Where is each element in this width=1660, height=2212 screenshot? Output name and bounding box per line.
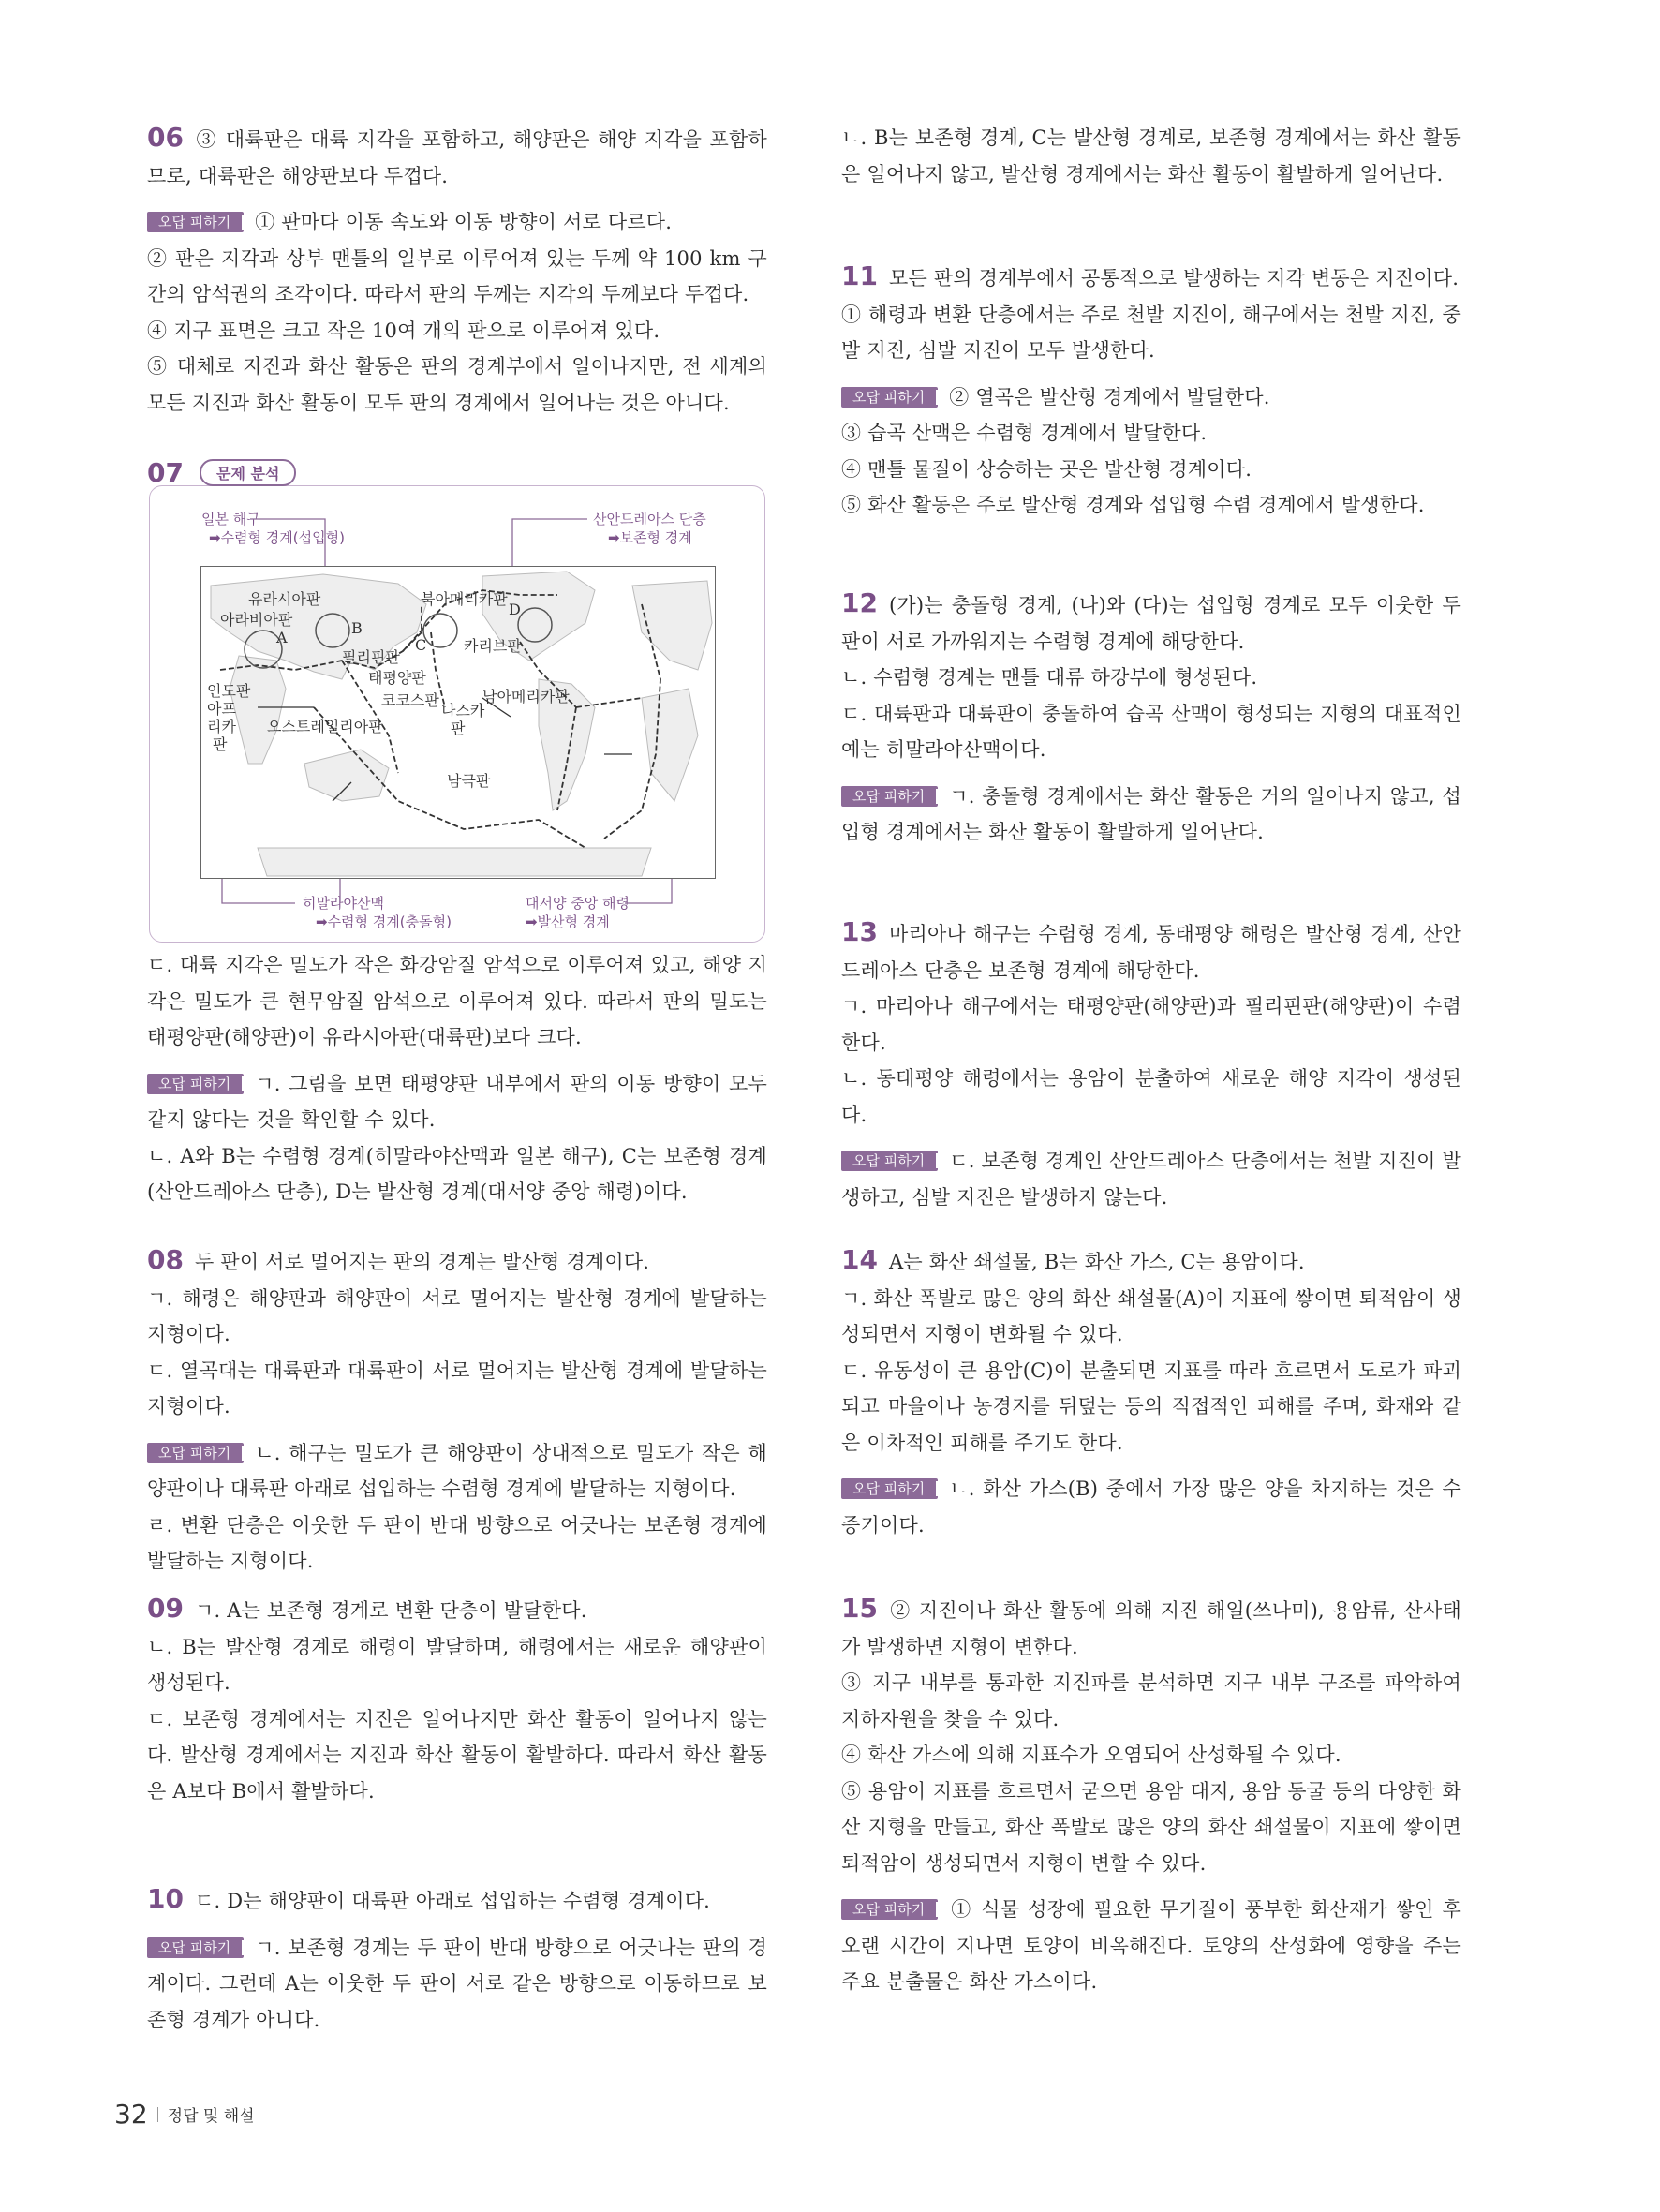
answer-08-main: 08 두 판이 서로 멀어지는 판의 경계는 발산형 경계이다. — [147, 1244, 650, 1275]
answer-14-line-2: ㄷ. 유동성이 큰 용암(C)이 분출되면 지표를 따라 흐르면서 도로가 파괴되고 마을이나 농경지를 뒤덮는 등의 직접적인 피해를 주며, 화재와 같은 이차적인 피해를 주기도 한다. — [841, 1358, 1461, 1454]
plate-map — [200, 566, 716, 879]
answer-11-wrong-4: ⑤ 화산 활동은 주로 발산형 경계와 섭입형 수렴 경계에서 발생한다. — [841, 494, 1425, 516]
answer-11-line-1: ① 해령과 변환 단층에서는 주로 천발 지진이, 해구에서는 천발 지진, 중발 지진, 심발 지진이 모두 발생한다. — [841, 303, 1461, 362]
label-antarctic-plate: 남극판 — [447, 772, 491, 790]
question-number: 13 — [841, 916, 878, 947]
label-eurasian-plate: 유라시아판 — [248, 590, 321, 608]
page-number: 32 — [114, 2099, 148, 2130]
note-himalaya: 히말라야산맥 ➡수렴형 경계(충돌형) — [303, 895, 452, 930]
question-number: 14 — [841, 1244, 878, 1275]
question-number: 15 — [841, 1593, 878, 1624]
answer-11-main: 11 모든 판의 경계부에서 공통적으로 발생하는 지각 변동은 지진이다. — [841, 260, 1460, 291]
answer-13 — [841, 914, 1461, 1215]
answer-12-wrong-1: 오답 피하기 ㄱ. 충돌형 경계에서는 화산 활동은 거의 일어나지 않고, 섭입형 경계에서는 화산 활동이 활발하게 일어난다. — [841, 784, 1461, 843]
note-japan-trench: 일본 해구 ➡수렴형 경계(섭입형) — [201, 511, 345, 546]
label-australian-plate: 오스트레일리아판 — [267, 718, 383, 735]
question-number: 07 — [147, 457, 184, 488]
answer-15-main: 15 ② 지진이나 화산 활동에 의해 지진 해일(쓰나미), 용암류, 산사태가 발생하면 지형이 변한다. — [841, 1593, 1461, 1658]
wrong-answer-tag: 오답 피하기 — [147, 1443, 244, 1463]
answer-12-line-2: ㄷ. 대륙판과 대륙판이 충돌하여 습곡 산맥이 형성되는 지형의 대표적인 예는 히말라야산맥이다. — [841, 702, 1461, 761]
label-philippine-plate: 필리핀판 — [342, 648, 400, 666]
answer-15 — [841, 1591, 1461, 2000]
answer-07 — [147, 947, 767, 1210]
note-san-andreas: 산안드레아스 단층 ➡보존형 경계 — [593, 511, 706, 546]
footer-title: 정답 및 해설 — [167, 2107, 255, 2126]
problem-analysis-badge: 문제 분석 — [200, 459, 296, 486]
answer-07-wrong-1: 오답 피하기 ㄱ. 그림을 보면 태평양판 내부에서 판의 이동 방향이 모두 같지 않다는 것을 확인할 수 있다. — [147, 1072, 767, 1131]
label-pacific-plate: 태평양판 — [368, 669, 426, 687]
answer-06-wrong-1: 오답 피하기 ① 판마다 이동 속도와 이동 방향이 서로 다르다. — [147, 204, 767, 241]
answer-07-main: ㄷ. 대륙 지각은 밀도가 작은 화강암질 암석으로 이루어져 있고, 해양 지각은 밀도가 큰 현무암질 암석으로 이루어져 있다. 따라서 판의 밀도는 태평양판(해양판)이 유라시아판(대륙판)보다 크다. — [147, 954, 767, 1048]
answer-15-wrong-1: 오답 피하기 ① 식물 성장에 필요한 무기질이 풍부한 화산재가 쌓인 후 오랜 시간이 지나면 토양이 비옥해진다. 토양의 산성화에 영향을 주는 주요 분출물은 화산 가스이다. — [841, 1898, 1461, 1993]
answer-06-wrong-3: ④ 지구 표면은 크고 작은 10여 개의 판으로 이루어져 있다. — [147, 319, 660, 342]
answer-10-wrong-1: 오답 피하기 ㄱ. 보존형 경계는 두 판이 반대 방향으로 어긋나는 판의 경계이다. 그런데 A는 이웃한 두 판이 서로 같은 방향으로 이동하므로 보존형 경계가 아니다. — [147, 1936, 767, 2031]
label-north-american-plate: 북아메리카판 — [421, 590, 508, 608]
figure-07 — [147, 457, 767, 944]
label-point-c: C — [415, 636, 427, 654]
question-number: 09 — [147, 1593, 184, 1624]
answer-14-main: 14 A는 화산 쇄설물, B는 화산 가스, C는 용암이다. — [841, 1244, 1305, 1275]
footer-divider — [157, 2107, 158, 2122]
answer-15-line-3: ⑤ 용암이 지표를 흐르면서 굳으면 용암 대지, 용암 동굴 등의 다양한 화산 지형을 만들고, 화산 폭발로 많은 양의 화산 쇄설물이 지표에 쌓이면 퇴적암이 생성되면서 지형이 변할 수 있다. — [841, 1779, 1461, 1875]
label-indian-plate: 인도판 — [207, 682, 251, 700]
answer-13-wrong-1: 오답 피하기 ㄷ. 보존형 경계인 산안드레아스 단층에서는 천발 지진이 발생하고, 심발 지진은 발생하지 않는다. — [841, 1150, 1461, 1209]
answer-15-line-2: ④ 화산 가스에 의해 지표수가 오염되어 산성화될 수 있다. — [841, 1744, 1341, 1766]
answer-09 — [147, 1591, 767, 1809]
wrong-answer-tag: 오답 피하기 — [147, 1937, 244, 1958]
note-atlantic-ridge: 대서양 중앙 해령 ➡발산형 경계 — [526, 895, 630, 930]
label-cocos-plate: 코코스판 — [381, 691, 439, 709]
question-number: 10 — [147, 1883, 184, 1914]
answer-14 — [841, 1242, 1461, 1543]
question-number: 11 — [841, 260, 878, 291]
answer-12 — [841, 586, 1461, 851]
label-point-d: D — [509, 601, 521, 618]
question-number: 06 — [147, 122, 184, 153]
wrong-answer-tag: 오답 피하기 — [841, 1899, 938, 1920]
answer-11-wrong-1: 오답 피하기 ② 열곡은 발산형 경계에서 발달한다. — [841, 379, 1461, 416]
page-footer — [114, 2099, 255, 2130]
wrong-answer-tag: 오답 피하기 — [147, 212, 244, 232]
answer-09-main: 09 ㄱ. A는 보존형 경계로 변환 단층이 발달한다. — [147, 1593, 587, 1624]
label-point-b: B — [351, 619, 363, 637]
answer-11-wrong-3: ④ 맨틀 물질이 상승하는 곳은 발산형 경계이다. — [841, 457, 1252, 481]
wrong-answer-tag: 오답 피하기 — [841, 786, 938, 807]
answer-14-wrong-1: 오답 피하기 ㄴ. 화산 가스(B) 중에서 가장 많은 양을 차지하는 것은 수증기이다. — [841, 1477, 1461, 1537]
answer-10-continued: ㄴ. B는 보존형 경계, C는 발산형 경계로, 보존형 경계에서는 화산 활동은 일어나지 않고, 발산형 경계에서는 화산 활동이 활발하게 일어난다. — [841, 126, 1461, 186]
label-caribbean-plate: 카리브판 — [464, 637, 522, 655]
answer-12-main: 12 (가)는 충돌형 경계, (나)와 (다)는 섭입형 경계로 모두 이웃한 두 판이 서로 가까워지는 수렴형 경계에 해당한다. — [841, 587, 1461, 653]
answer-08 — [147, 1242, 767, 1580]
wrong-answer-tag: 오답 피하기 — [841, 1478, 938, 1499]
answer-06-wrong-4: ⑤ 대체로 지진과 화산 활동은 판의 경계부에서 일어나지만, 전 세계의 모든 지진과 화산 활동이 모두 판의 경계에서 일어나는 것은 아니다. — [147, 355, 767, 414]
wrong-answer-tag: 오답 피하기 — [841, 387, 938, 408]
label-african-plate: 아프 리카 판 — [207, 700, 236, 753]
answer-10 — [147, 1881, 767, 2038]
answer-07-wrong-2: ㄴ. A와 B는 수렴형 경계(히말라야산맥과 일본 해구), C는 보존형 경계(산안드레아스 단층), D는 발산형 경계(대서양 중앙 해령)이다. — [147, 1144, 767, 1203]
answer-08-wrong-1: 오답 피하기 ㄴ. 해구는 밀도가 큰 해양판이 상대적으로 밀도가 작은 해양판이나 대륙판 아래로 섭입하는 수렴형 경계에 발달하는 지형이다. — [147, 1441, 767, 1500]
label-nazca-plate: 나스카 판 — [441, 702, 485, 737]
label-arabian-plate: 아라비아판 — [220, 611, 293, 629]
answer-15-line-1: ③ 지구 내부를 통과한 지진파를 분석하면 지구 내부 구조를 파악하여 지하자원을 찾을 수 있다. — [841, 1671, 1461, 1730]
question-number: 12 — [841, 587, 878, 618]
label-south-american-plate: 남아메리카판 — [482, 688, 570, 705]
answer-13-main: 13 마리아나 해구는 수렴형 경계, 동태평양 해령은 발산형 경계, 산안드레아스 단층은 보존형 경계에 해당한다. — [841, 916, 1461, 982]
answer-13-line-2: ㄴ. 동태평양 해령에서는 용암이 분출하여 새로운 해양 지각이 생성된다. — [841, 1067, 1461, 1126]
answer-12-line-1: ㄴ. 수렴형 경계는 맨틀 대류 하강부에 형성된다. — [841, 666, 1258, 689]
answer-06-wrong-2: ② 판은 지각과 상부 맨틀의 일부로 이루어져 있는 두께 약 100 km 구간의 암석권의 조각이다. 따라서 판의 두께는 지각의 두께보다 두껍다. — [147, 246, 767, 305]
answer-09-line-2: ㄷ. 보존형 경계에서는 지진은 일어나지만 화산 활동이 일어나지 않는다. 발산형 경계에서는 지진과 화산 활동이 활발하다. 따라서 화산 활동은 A보다 B에서 활발하다. — [147, 1707, 767, 1803]
answer-08-line-1: ㄱ. 해령은 해양판과 해양판이 서로 멀어지는 발산형 경계에 발달하는 지형이다. — [147, 1286, 767, 1345]
answer-06 — [147, 120, 767, 421]
label-point-a: A — [276, 629, 288, 646]
question-number: 08 — [147, 1244, 184, 1275]
answer-06-main: 06 ③ 대륙판은 대륙 지각을 포함하고, 해양판은 해양 지각을 포함하므로, 대륙판은 해양판보다 두껍다. — [147, 122, 767, 187]
answer-11-wrong-2: ③ 습곡 산맥은 수렴형 경계에서 발달한다. — [841, 422, 1208, 444]
answer-13-line-1: ㄱ. 마리아나 해구에서는 태평양판(해양판)과 필리핀판(해양판)이 수렴한다. — [841, 995, 1461, 1054]
answer-09-line-1: ㄴ. B는 발산형 경계로 해령이 발달하며, 해령에서는 새로운 해양판이 생성된다. — [147, 1635, 767, 1694]
answer-08-line-2: ㄷ. 열곡대는 대륙판과 대륙판이 서로 멀어지는 발산형 경계에 발달하는 지형이다. — [147, 1358, 767, 1418]
wrong-answer-tag: 오답 피하기 — [841, 1151, 938, 1171]
answer-11 — [841, 259, 1461, 524]
answer-14-line-1: ㄱ. 화산 폭발로 많은 양의 화산 쇄설물(A)이 지표에 쌓이면 퇴적암이 생성되면서 지형이 변화될 수 있다. — [841, 1286, 1461, 1345]
wrong-answer-tag: 오답 피하기 — [147, 1074, 244, 1094]
answer-08-wrong-2: ㄹ. 변환 단층은 이웃한 두 판이 반대 방향으로 어긋나는 보존형 경계에 발달하는 지형이다. — [147, 1513, 767, 1572]
answer-10-main: 10 ㄷ. D는 해양판이 대륙판 아래로 섭입하는 수렴형 경계이다. — [147, 1883, 711, 1914]
